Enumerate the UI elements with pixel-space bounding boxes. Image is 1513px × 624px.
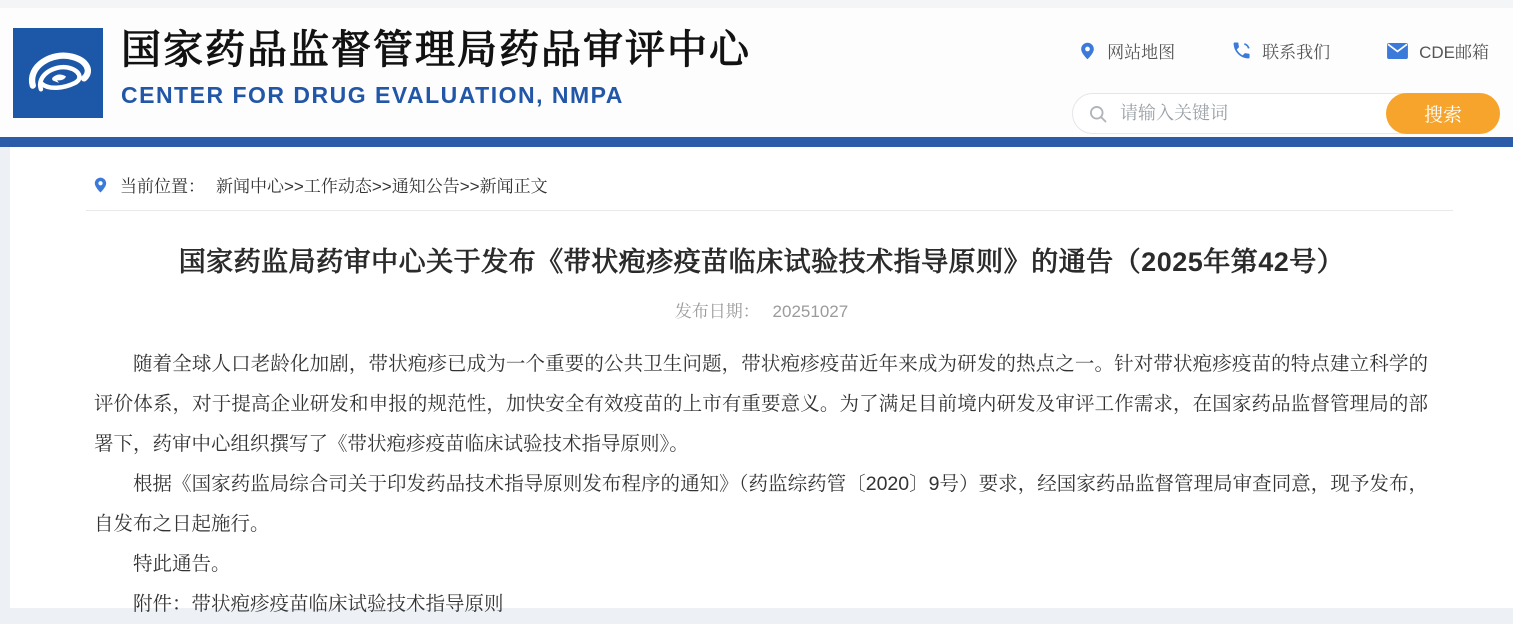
site-title-cn: 国家药品监督管理局药品审评中心 (121, 28, 751, 72)
map-pin-icon (1078, 40, 1097, 62)
attachment-link[interactable]: 带状疱疹疫苗临床试验技术指导原则 (191, 593, 504, 616)
contact-us-link[interactable] (1231, 38, 1330, 63)
site-names (121, 24, 751, 109)
header-quick-links (1078, 38, 1489, 63)
cde-logo[interactable] (13, 28, 103, 118)
publish-date-value: 20251027 (772, 302, 849, 322)
breadcrumb-divider (86, 210, 1453, 211)
main-content (10, 147, 1513, 616)
site-title-en: CENTER FOR DRUG EVALUATION, NMPA (121, 82, 624, 108)
article-paragraph: 特此通告。 (133, 553, 231, 576)
publish-date-label: 发布日期： (674, 302, 760, 322)
location-pin-icon (92, 175, 109, 195)
sitemap-link[interactable] (1078, 38, 1175, 63)
contact-us-link-label: 联系我们 (1262, 43, 1331, 62)
article-title: 国家药监局药审中心关于发布《带状疱疹疫苗临床试验技术指导原则》的通告（2025年第42号） (178, 247, 1345, 277)
attachment-row (94, 584, 1428, 624)
article-publish-date (10, 297, 1513, 322)
search-button[interactable]: 搜索 (1386, 93, 1500, 134)
article-paragraph: 随着全球人口老龄化加剧，带状疱疹已成为一个重要的公共卫生问题，带状疱疹疫苗近年来成为研发的热点之一。针对带状疱疹疫苗的特点建立科学的评价体系，对于提高企业研发和申报的规范性，加快安全有效疫苗的上市有重要意义。为了满足目前境内研发及审评工作需求，在国家药品监督管理局的部署下，药审中心组织撰写了《带状疱疹疫苗临床试验技术指导原则》。 (94, 353, 1428, 456)
site-search (1072, 93, 1500, 134)
header-divider-bar (0, 137, 1513, 147)
search-icon (1088, 104, 1108, 124)
cde-mail-link-label: CDE邮箱 (1419, 43, 1489, 62)
breadcrumb-label: 当前位置： (120, 177, 205, 196)
page-top-strip (0, 0, 1513, 8)
mail-icon (1386, 42, 1409, 60)
attachment-label: 附件： (133, 593, 192, 616)
article-body (94, 344, 1428, 624)
site-header (0, 8, 1513, 137)
article-paragraph: 根据《国家药监局综合司关于印发药品技术指导原则发布程序的通知》（药监综药管〔2020〕9号）要求，经国家药品监督管理局审查同意，现予发布，自发布之日起施行。 (94, 473, 1428, 536)
sitemap-link-label: 网站地图 (1107, 43, 1176, 62)
breadcrumb (92, 172, 1513, 197)
cde-logo-icon (13, 28, 103, 118)
breadcrumb-path[interactable]: 新闻中心>>工作动态>>通知公告>>新闻正文 (216, 177, 548, 196)
phone-icon (1231, 40, 1252, 61)
cde-mail-link[interactable] (1386, 38, 1489, 63)
